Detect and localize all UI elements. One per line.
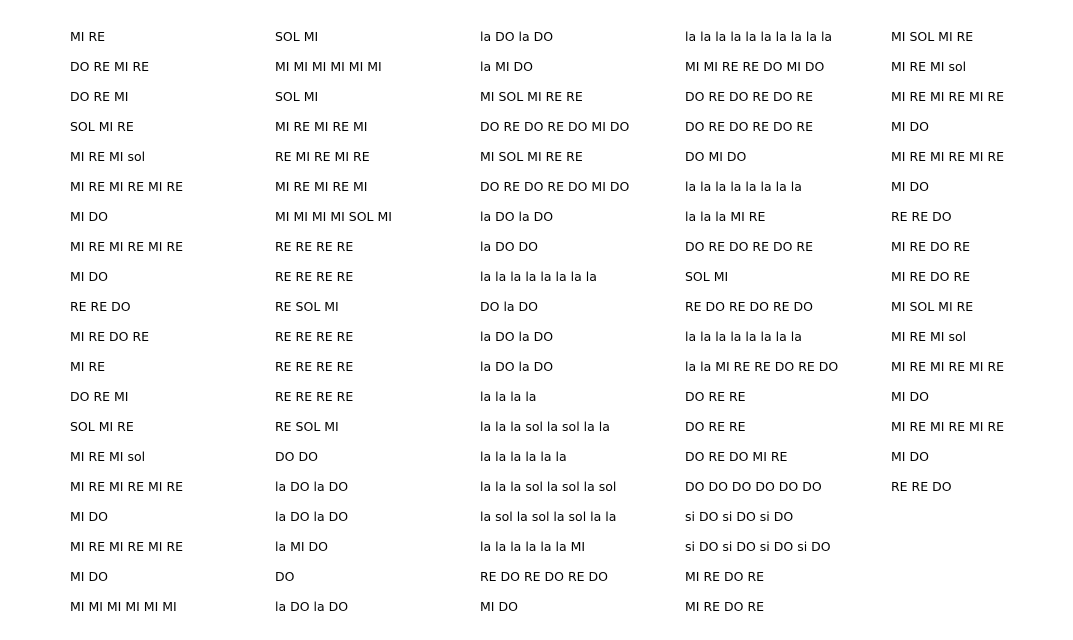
note-line: RE RE RE RE <box>275 329 354 344</box>
note-line: la la la la la la la la <box>480 269 597 284</box>
note-line: RE SOL MI <box>275 299 339 314</box>
note-line: DO RE MI <box>70 389 129 404</box>
note-line: SOL MI RE <box>70 419 134 434</box>
note-line: MI RE MI RE MI RE <box>891 359 1005 374</box>
note-line: MI SOL MI RE RE <box>480 149 583 164</box>
column-4 <box>685 28 838 628</box>
note-line: la la la la la la <box>480 449 567 464</box>
note-line: RE RE DO <box>70 299 131 314</box>
note-line: DO la DO <box>480 299 539 314</box>
note-line: la DO la DO <box>275 509 349 524</box>
note-line: MI DO <box>480 599 518 614</box>
note-line: MI RE MI RE MI RE <box>70 539 184 554</box>
note-line: MI RE MI sol <box>70 449 146 464</box>
note-line: DO RE DO RE DO RE <box>685 239 814 254</box>
note-line: la DO la DO <box>275 479 349 494</box>
note-line: la DO la DO <box>480 209 554 224</box>
note-line: DO <box>275 569 295 584</box>
note-line: SOL MI <box>685 269 729 284</box>
note-line: la la MI RE RE DO RE DO <box>685 359 839 374</box>
note-line: MI DO <box>891 389 929 404</box>
note-line: MI RE <box>70 359 106 374</box>
note-line: la la la MI RE <box>685 209 766 224</box>
note-line: la la la la la la la la <box>685 329 802 344</box>
note-line: MI MI MI MI MI MI <box>70 599 177 614</box>
note-line: la la la la la la la la <box>685 179 802 194</box>
note-line: MI RE DO RE <box>685 569 765 584</box>
note-line: DO RE DO RE DO MI DO <box>480 119 630 134</box>
note-line: DO RE MI <box>70 89 129 104</box>
note-line: la MI DO <box>480 59 534 74</box>
note-line: RE RE DO <box>891 209 952 224</box>
note-line: MI RE MI RE MI RE <box>891 419 1005 434</box>
note-line: DO RE RE <box>685 419 746 434</box>
note-line: MI DO <box>70 269 108 284</box>
note-line: DO RE MI RE <box>70 59 150 74</box>
note-line: MI RE MI RE MI <box>275 119 368 134</box>
note-line: RE DO RE DO RE DO <box>480 569 609 584</box>
note-line: MI RE DO RE <box>891 239 971 254</box>
note-line: SOL MI RE <box>70 119 134 134</box>
note-line: DO DO <box>275 449 318 464</box>
note-line: MI RE MI RE MI <box>275 179 368 194</box>
note-line: MI DO <box>891 179 929 194</box>
note-line: DO RE DO RE DO MI DO <box>480 179 630 194</box>
note-line: MI SOL MI RE <box>891 29 974 44</box>
note-line: MI SOL MI RE <box>891 299 974 314</box>
note-line: MI DO <box>891 449 929 464</box>
column-2 <box>275 28 392 628</box>
note-line: MI RE DO RE <box>891 269 971 284</box>
note-line: MI RE MI RE MI RE <box>70 479 184 494</box>
note-line: SOL MI <box>275 89 319 104</box>
note-line: SOL MI <box>275 29 319 44</box>
note-line: la la la sol la sol la sol <box>480 479 617 494</box>
note-line: la DO la DO <box>480 329 554 344</box>
note-line: DO MI DO <box>685 149 747 164</box>
note-line: MI RE DO RE <box>685 599 765 614</box>
note-line: la la la sol la sol la la <box>480 419 610 434</box>
note-line: MI RE MI sol <box>891 59 967 74</box>
note-line: MI RE <box>70 29 106 44</box>
note-line: MI DO <box>70 209 108 224</box>
note-line: RE RE DO <box>891 479 952 494</box>
note-line: la DO DO <box>480 239 539 254</box>
note-line: RE MI RE MI RE <box>275 149 370 164</box>
note-line: RE SOL MI <box>275 419 339 434</box>
note-line: MI DO <box>70 569 108 584</box>
note-line: DO RE DO RE DO RE <box>685 119 814 134</box>
note-line: si DO si DO si DO si DO <box>685 539 831 554</box>
note-line: la DO la DO <box>480 359 554 374</box>
column-1 <box>70 28 183 628</box>
note-line: MI SOL MI RE RE <box>480 89 583 104</box>
note-line: DO RE DO RE DO RE <box>685 89 814 104</box>
note-line: MI MI MI MI MI MI <box>275 59 382 74</box>
note-line: la DO la DO <box>275 599 349 614</box>
note-line: la MI DO <box>275 539 329 554</box>
note-line: la la la la la la MI <box>480 539 586 554</box>
note-line: la DO la DO <box>480 29 554 44</box>
note-line: la la la la <box>480 389 537 404</box>
note-line: MI MI RE RE DO MI DO <box>685 59 825 74</box>
column-3 <box>480 28 629 628</box>
note-line: MI RE MI sol <box>70 149 146 164</box>
note-line: MI MI MI MI SOL MI <box>275 209 392 224</box>
note-line: MI RE MI RE MI RE <box>70 179 184 194</box>
note-line: MI RE MI RE MI RE <box>891 149 1005 164</box>
note-line: MI RE MI sol <box>891 329 967 344</box>
note-line: DO RE RE <box>685 389 746 404</box>
note-line: DO RE DO MI RE <box>685 449 788 464</box>
note-line: RE RE RE RE <box>275 239 354 254</box>
note-line: RE DO RE DO RE DO <box>685 299 814 314</box>
note-line: la la la la la la la la la la <box>685 29 833 44</box>
note-line: RE RE RE RE <box>275 359 354 374</box>
note-line: la sol la sol la sol la la <box>480 509 617 524</box>
note-line: MI RE MI RE MI RE <box>70 239 184 254</box>
note-line: MI DO <box>70 509 108 524</box>
note-line: MI DO <box>891 119 929 134</box>
note-line: RE RE RE RE <box>275 389 354 404</box>
note-line: si DO si DO si DO <box>685 509 794 524</box>
column-5 <box>891 28 1004 508</box>
note-line: DO DO DO DO DO DO <box>685 479 822 494</box>
note-line: MI RE DO RE <box>70 329 150 344</box>
note-line: RE RE RE RE <box>275 269 354 284</box>
note-line: MI RE MI RE MI RE <box>891 89 1005 104</box>
